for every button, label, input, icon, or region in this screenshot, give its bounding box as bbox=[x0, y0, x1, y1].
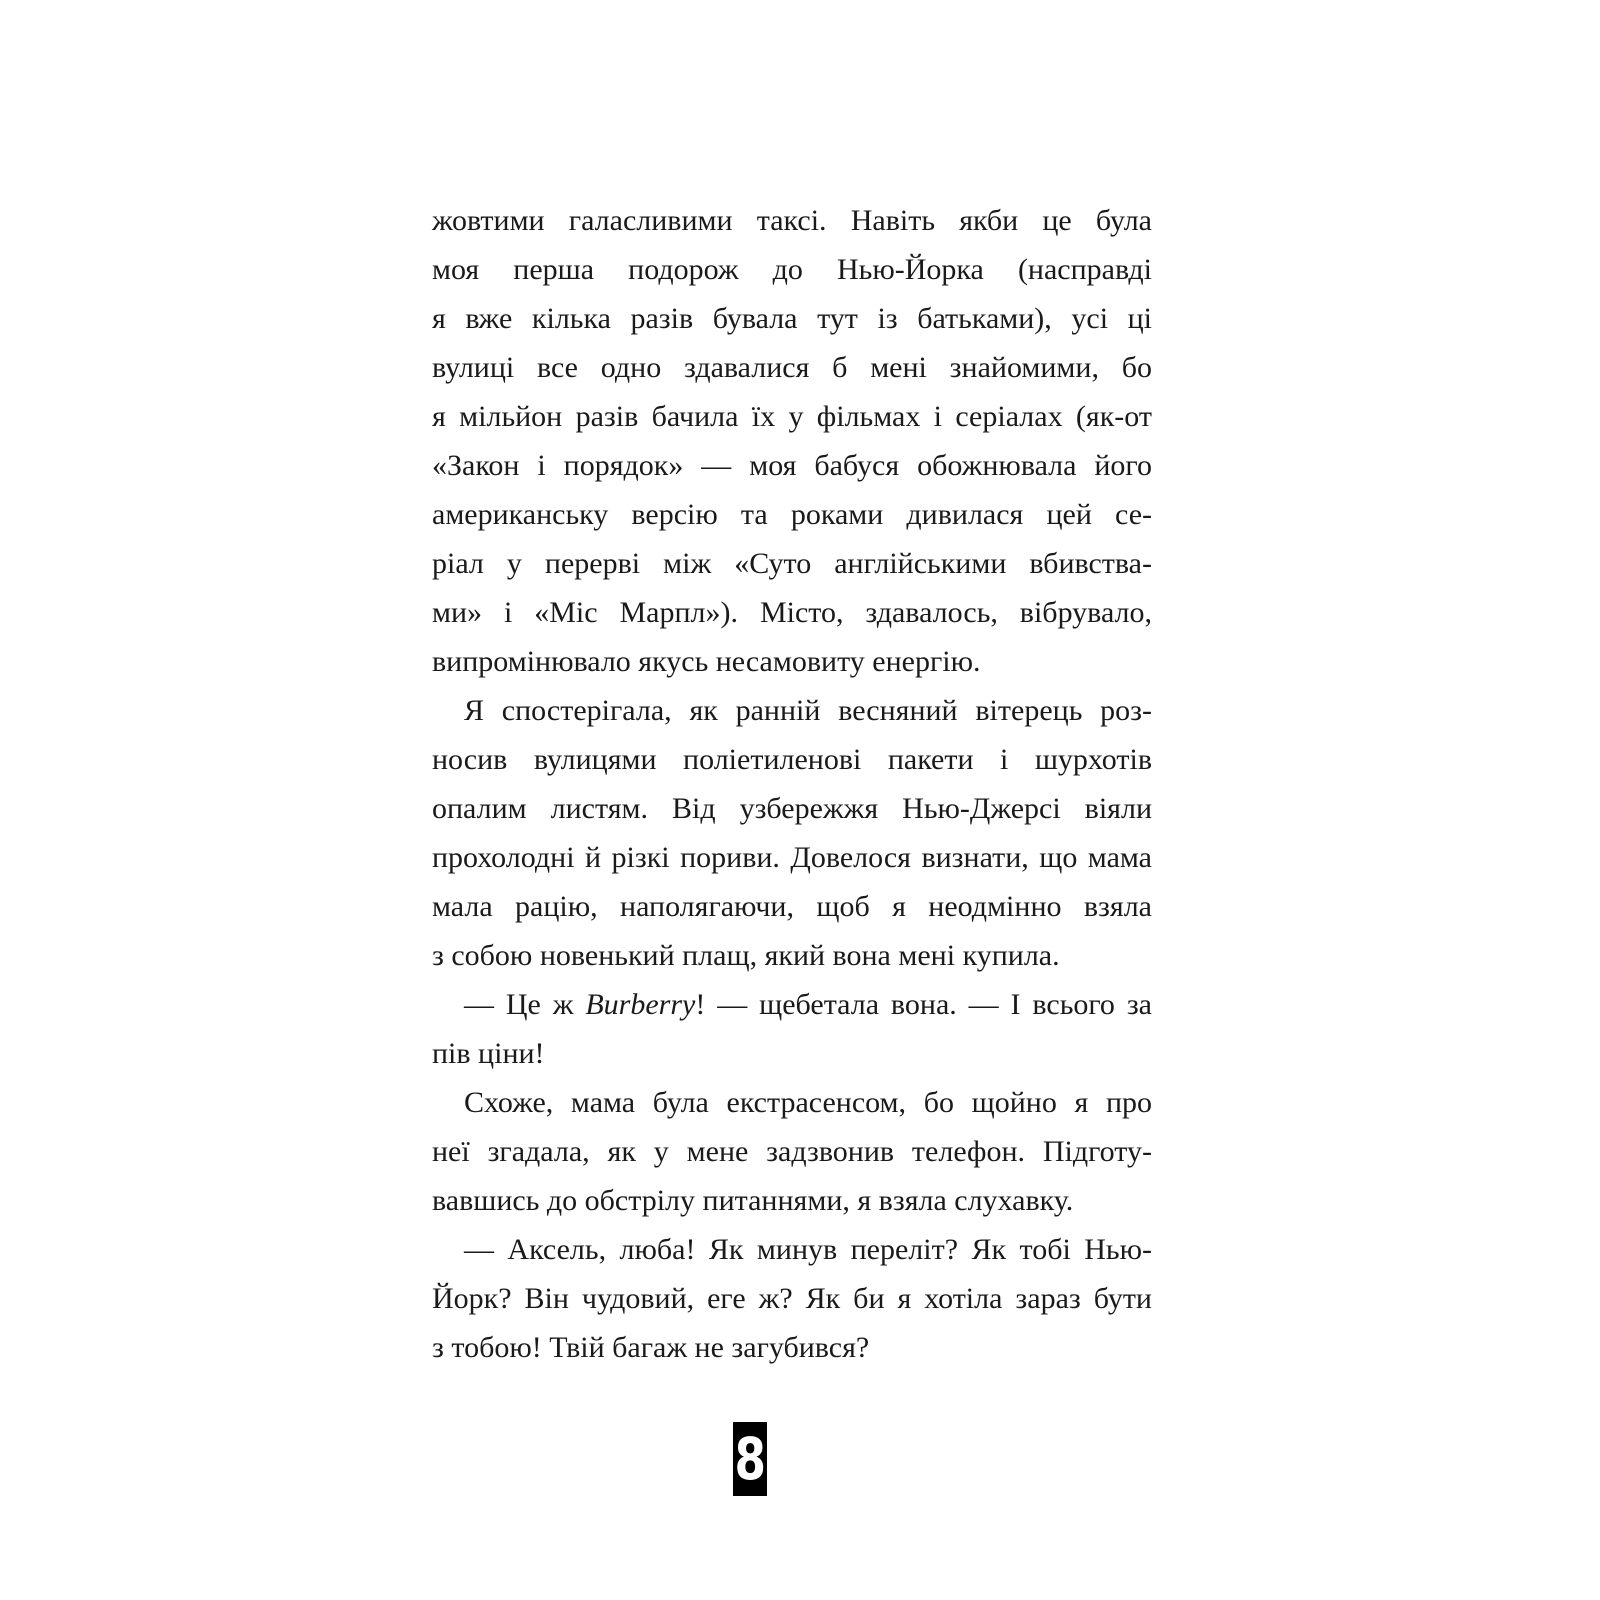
text-line: ми» і «Міс Марпл»). Місто, здавалось, вібрувало, bbox=[432, 596, 1152, 629]
text-line: з тобою! Твій багаж не загубився? bbox=[432, 1331, 870, 1364]
text-line: — Аксель, люба! Як минув переліт? Як тобі Нью- bbox=[464, 1233, 1152, 1266]
text-line: американську версію та роками дивилася цей се- bbox=[432, 498, 1152, 531]
text-line: «Закон і порядок» — моя бабуся обожнювала його bbox=[432, 449, 1152, 482]
text-line: прохолодні й різкі пориви. Довелося визнати, що мама bbox=[432, 841, 1152, 874]
text-line: пів ціни! bbox=[432, 1037, 545, 1070]
text-line: ріал у перерві між «Суто англійськими вбивства- bbox=[432, 547, 1152, 580]
text-line: носив вулицями поліетиленові пакети і шурхотів bbox=[432, 743, 1152, 776]
text-line: Схоже, мама була екстрасенсом, бо щойно я про bbox=[464, 1086, 1152, 1119]
dialogue-rest: ! — щебетала вона. — І всього за bbox=[695, 988, 1152, 1021]
text-line: Йорк? Він чудовий, еге ж? Як би я хотіла зараз бути bbox=[432, 1282, 1152, 1315]
text-line: мала рацію, наполягаючи, щоб я неодмінно взяла bbox=[432, 890, 1152, 923]
text-line: я мільйон разів бачила їх у фільмах і серіалах (як-от bbox=[432, 400, 1152, 433]
dialogue-start: — Це ж bbox=[464, 988, 586, 1021]
text-line: неї згадала, як у мене задзвонив телефон. Підготу- bbox=[432, 1135, 1152, 1168]
brand-name-italic: Burberry bbox=[585, 988, 696, 1021]
text-line: моя перша подорож до Нью-Йорка (насправді bbox=[432, 253, 1152, 286]
page-number: 8 bbox=[734, 1425, 766, 1493]
text-line bbox=[432, 980, 1152, 1029]
body-text bbox=[432, 196, 1152, 1372]
text-line: з собою новенький плащ, який вона мені купила. bbox=[432, 939, 1060, 972]
text-line: Я спостерігала, як ранній весняний вітерець роз- bbox=[464, 694, 1152, 727]
text-line: вавшись до обстрілу питаннями, я взяла слухавку. bbox=[432, 1184, 1074, 1217]
text-line: жовтими галасливими таксі. Навіть якби це була bbox=[432, 204, 1152, 237]
text-line: опалим листям. Від узбережжя Нью-Джерсі віяли bbox=[432, 792, 1152, 825]
text-line: вулиці все одно здавалися б мені знайомими, бо bbox=[432, 351, 1152, 384]
text-line: я вже кілька разів бувала тут із батьками), усі ці bbox=[432, 302, 1152, 335]
text-line: випромінювало якусь несамовиту енергію. bbox=[432, 645, 981, 678]
page-number-badge bbox=[733, 1422, 767, 1496]
